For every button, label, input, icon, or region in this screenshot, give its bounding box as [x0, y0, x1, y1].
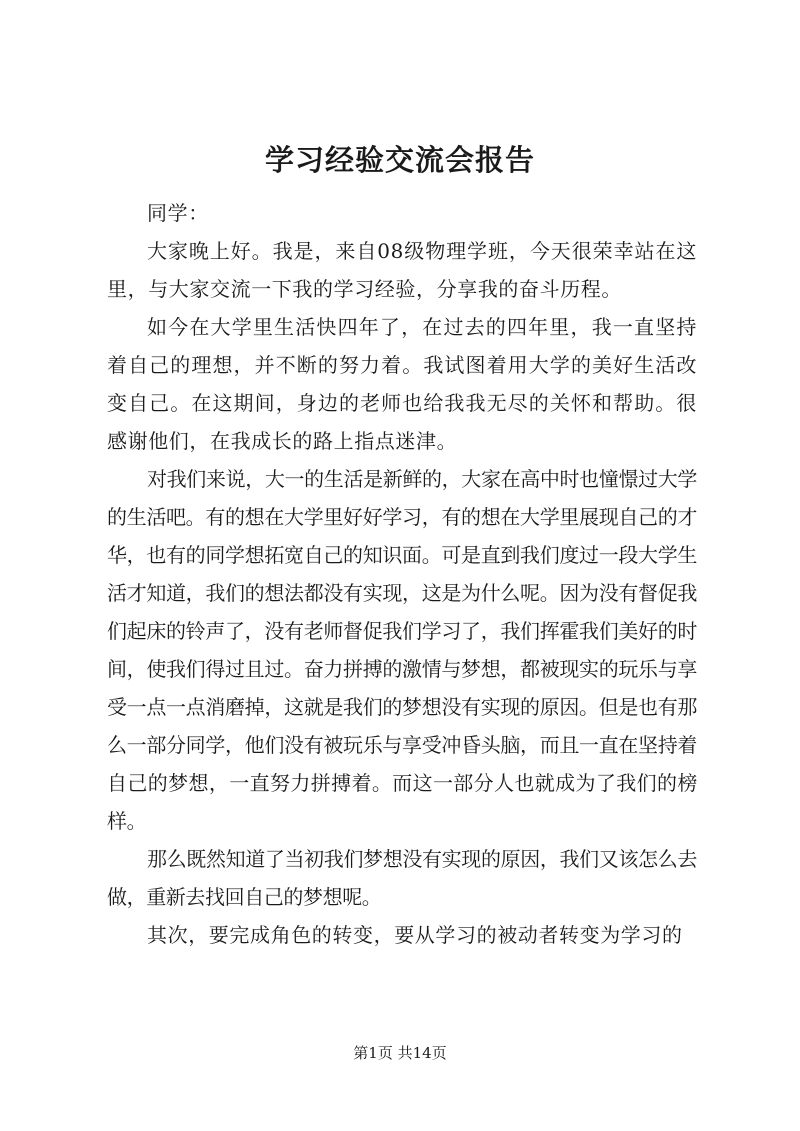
body-paragraph: 对我们来说，大一的生活是新鲜的，大家在高中时也憧憬过大学的生活吧。有的想在大学里好好学习，有的想在大学里展现自己的才华，也有的同学想拓宽自己的知识面。可是直到我们度过一段大学生活才知道，我们的想法都没有实现，这是为什么呢。因为没有督促我们起床的铃声了，没有老师督促我们学习了，我们挥霍我们美好的时间，使我们得过且过。奋力拼搏的激情与梦想，都被现实的玩乐与享受一点一点消磨掉，这就是我们的梦想没有实现的原因。但是也有那么一部分同学，他们没有被玩乐与享受冲昏头脑，而且一直在坚持着自己的梦想，一直努力拼搏着。而这一部分人也就成为了我们的榜样。 — [107, 467, 697, 833]
document-body — [107, 194, 697, 954]
body-paragraph: 那么既然知道了当初我们梦想没有实现的原因，我们又该怎么去做，重新去找回自己的梦想呢。 — [107, 847, 697, 909]
body-paragraph: 其次，要完成角色的转变，要从学习的被动者转变为学习的 — [147, 923, 683, 947]
document-title: 学习经验交流会报告 — [264, 143, 535, 177]
salutation-paragraph: 同学： — [147, 201, 209, 225]
body-paragraph: 如今在大学里生活快四年了，在过去的四年里，我一直坚持着自己的理想，并不断的努力着。我试图着用大学的美好生活改变自己。在这期间，身边的老师也给我我无尽的关怀和帮助。很感谢他们，在我成长的路上指点迷津。 — [107, 315, 697, 453]
body-paragraph: 大家晚上好。我是，来自08级物理学班，今天很荣幸站在这里，与大家交流一下我的学习经验，分享我的奋斗历程。 — [107, 239, 697, 301]
page-number-footer: 第1页 共14页 — [353, 1044, 447, 1062]
